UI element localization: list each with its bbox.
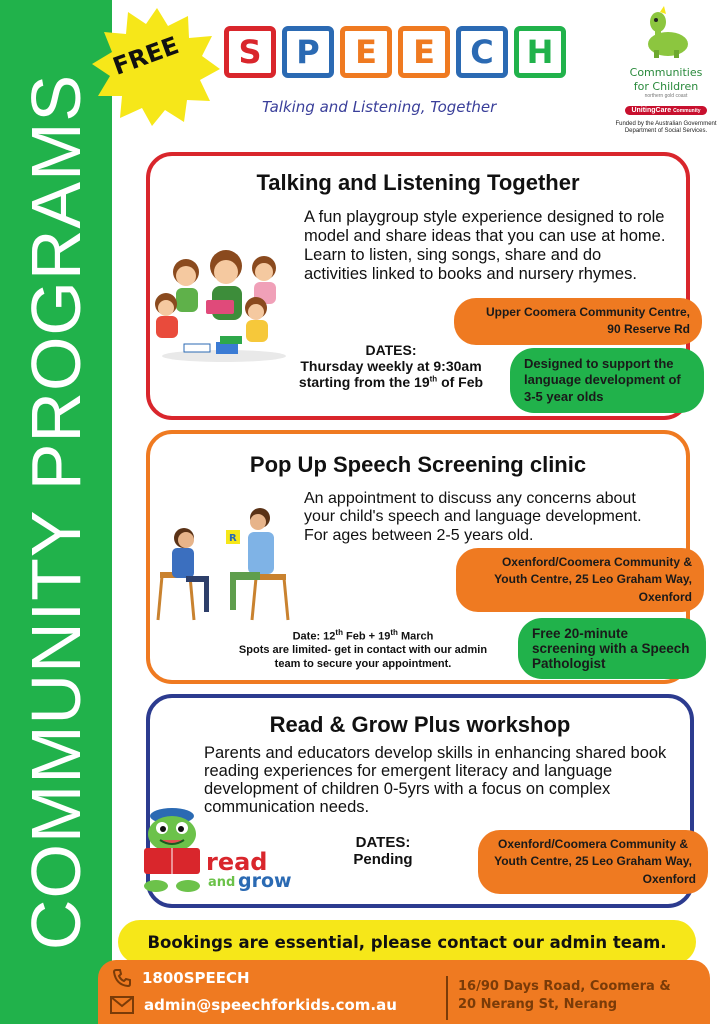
- program1-dates-line1: Thursday weekly at 9:30am: [300, 358, 482, 375]
- program1-location-line2: 90 Reserve Rd: [607, 322, 690, 337]
- program1-dates-label: DATES:: [365, 342, 417, 358]
- phone-icon: [112, 968, 132, 988]
- footer-address: [458, 978, 671, 1014]
- bookings-banner: Bookings are essential, please contact our admin team.: [118, 920, 696, 964]
- program1-location-line1: Upper Coomera Community Centre,: [485, 305, 690, 319]
- speech-pathologist-illustration: [156, 504, 296, 624]
- program3-location-line2: Youth Centre, 25 Leo Graham Way,: [494, 854, 692, 869]
- partner-name-line1: Communities: [629, 66, 703, 79]
- program3-dates-label: DATES:: [355, 834, 411, 851]
- email-icon: [110, 996, 134, 1014]
- program2-spots-line1: Spots are limited- get in contact with our admin: [238, 644, 488, 657]
- program1-location: [454, 298, 702, 345]
- logo-letter-p: P: [282, 26, 334, 78]
- email-address[interactable]: admin@speechforkids.com.au: [144, 996, 397, 1014]
- program2-title: Pop Up Speech Screening clinic: [249, 452, 587, 477]
- read-grow-brand-grow: grow: [238, 870, 292, 892]
- program1-description: A fun playgroup style experience designed to role model and share ideas that you can use at home. Learn to listen, sing songs, share and do activities linked to books and nursery rhymes.: [304, 208, 666, 283]
- program1-note: Designed to support the language development of 3-5 year olds: [510, 348, 704, 413]
- sidebar-title: COMMUNITY PROGRAMS: [17, 73, 95, 951]
- read-grow-brand-read: read: [206, 848, 268, 876]
- program3-description: Parents and educators develop skills in enhancing shared book reading experiences for emergent literacy and language development of children 0-5yrs with a focus on complex communication needs.: [204, 744, 667, 817]
- program3-location: [478, 830, 708, 894]
- partner-name-line2: for Children: [633, 80, 699, 94]
- phone-contact[interactable]: [112, 968, 250, 988]
- email-contact[interactable]: [110, 996, 397, 1014]
- partner-region: northern gold coast: [644, 93, 688, 100]
- frog-mascot-icon: [134, 804, 210, 896]
- program3-location-line1: Oxenford/Coomera Community &: [497, 837, 689, 851]
- logo-letter-e1: E: [340, 26, 392, 78]
- unitingcare-sub: Community: [673, 108, 701, 115]
- funding-note: Funded by the Australian Government Department of Social Services.: [615, 121, 717, 135]
- program3-title: Read & Grow Plus workshop: [269, 712, 571, 737]
- footer-divider: [446, 976, 448, 1020]
- partner-logo: [612, 4, 720, 135]
- logo-letter-e2: E: [398, 26, 450, 78]
- logo-tagline: Talking and Listening, Together: [262, 98, 497, 116]
- speech-logo: [224, 26, 566, 78]
- program1-title: Talking and Listening Together: [256, 170, 580, 195]
- program2-description: An appointment to discuss any concerns about your child's speech and language development. For ages between 2-5 years old.: [304, 490, 642, 544]
- sidebar: [0, 0, 112, 1024]
- program3-dates: [318, 834, 448, 869]
- address-line1: 16/90 Days Road, Coomera &: [458, 979, 671, 994]
- program1-dates: [276, 342, 506, 390]
- children-reading-illustration: [150, 246, 292, 364]
- program2-location-line3: Oxenford: [638, 589, 692, 604]
- unitingcare-label: UnitingCare: [631, 107, 672, 115]
- free-label: FREE: [109, 31, 183, 81]
- svg-text:R: R: [229, 533, 237, 544]
- program3-dates-value: Pending: [353, 851, 413, 869]
- program2-note: Free 20-minute screening with a Speech Pathologist: [518, 618, 706, 679]
- logo-letter-s: S: [224, 26, 276, 78]
- read-grow-brand-and: and: [208, 875, 236, 890]
- address-line2: 20 Nerang St, Nerang: [458, 997, 618, 1013]
- unitingcare-badge: [625, 106, 706, 115]
- program2-spots-line2: team to secure your appointment.: [274, 658, 452, 671]
- program1-dates-line2: starting from the 19th of Feb: [298, 374, 484, 391]
- program2-location-line2: Youth Centre, 25 Leo Graham Way,: [494, 572, 692, 587]
- program2-location-line1: Oxenford/Coomera Community &: [501, 555, 692, 569]
- phone-number[interactable]: 1800SPEECH: [142, 969, 250, 987]
- logo-letter-h: H: [514, 26, 566, 78]
- logo-letter-c: C: [456, 26, 508, 78]
- program3-location-line3: Oxenford: [642, 871, 696, 886]
- program2-location: [456, 548, 704, 612]
- program2-date-line: Date: 12th Feb + 19th March: [292, 628, 434, 643]
- dinosaur-mascot-icon: [638, 4, 694, 60]
- program2-dates: [208, 628, 518, 672]
